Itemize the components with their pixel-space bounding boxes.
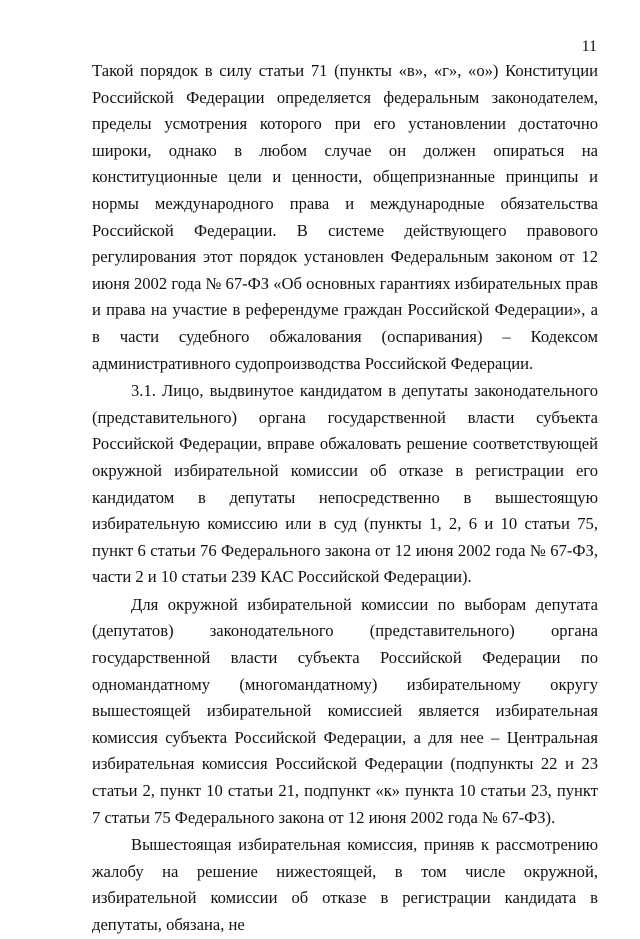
document-body — [92, 58, 598, 939]
page-number: 11 — [581, 38, 597, 55]
paragraph-4: Вышестоящая избирательная комиссия, приняв к рассмотрению жалобу на решение нижестоящей, в том числе окружной, избирательной комиссии об отказе в регистрации кандидата в депутаты, обязана, не — [92, 835, 598, 934]
paragraph-3: Для окружной избирательной комиссии по выборам депутата (депутатов) законодательного (представительного) органа государственной власти субъекта Российской Федерации по одномандатному (многомандатному) избирательному округу вышестоящей избирательной комиссией является избирательная комиссия субъекта Российской Федерации, а для нее – Центральная избирательная комиссия Российской Федерации (подпункты 22 и 23 статьи 2, пункт 10 статьи 21, подпункт «к» пункта 10 статьи 23, пункт 7 статьи 75 Федерального закона от 12 июня 2002 года № 67-ФЗ). — [92, 594, 598, 827]
paragraph-2: 3.1. Лицо, выдвинутое кандидатом в депутаты законодательного (представительного) органа государственной власти субъекта Российской Федерации, вправе обжаловать решение соответствующей окружной избирательной комиссии об отказе в регистрации его кандидатом в депутаты непосредственно в вышестоящую избирательную комиссию или в суд (пункты 1, 2, 6 и 10 статьи 75, пункт 6 статьи 76 Федерального закона от 12 июня 2002 года № 67-ФЗ, части 2 и 10 статьи 239 КАС Российской Федерации). — [92, 381, 598, 587]
paragraph-1: Такой порядок в силу статьи 71 (пункты «в», «г», «о») Конституции Российской Федерации определяется федеральным законодателем, пределы усмотрения которого при его установлении достаточно широки, однако в любом случае он должен опираться на конституционные цели и ценности, общепризнанные принципы и нормы международного права и международные обязательства Российской Федерации. В системе действующего правового регулирования этот порядок установлен Федеральным законом от 12 июня 2002 года № 67-ФЗ «Об основных гарантиях избирательных прав и права на участие в референдуме граждан Российской Федерации», а в части судебного обжалования (оспаривания) – Кодексом административного судопроизводства Российской Федерации. — [92, 61, 598, 373]
